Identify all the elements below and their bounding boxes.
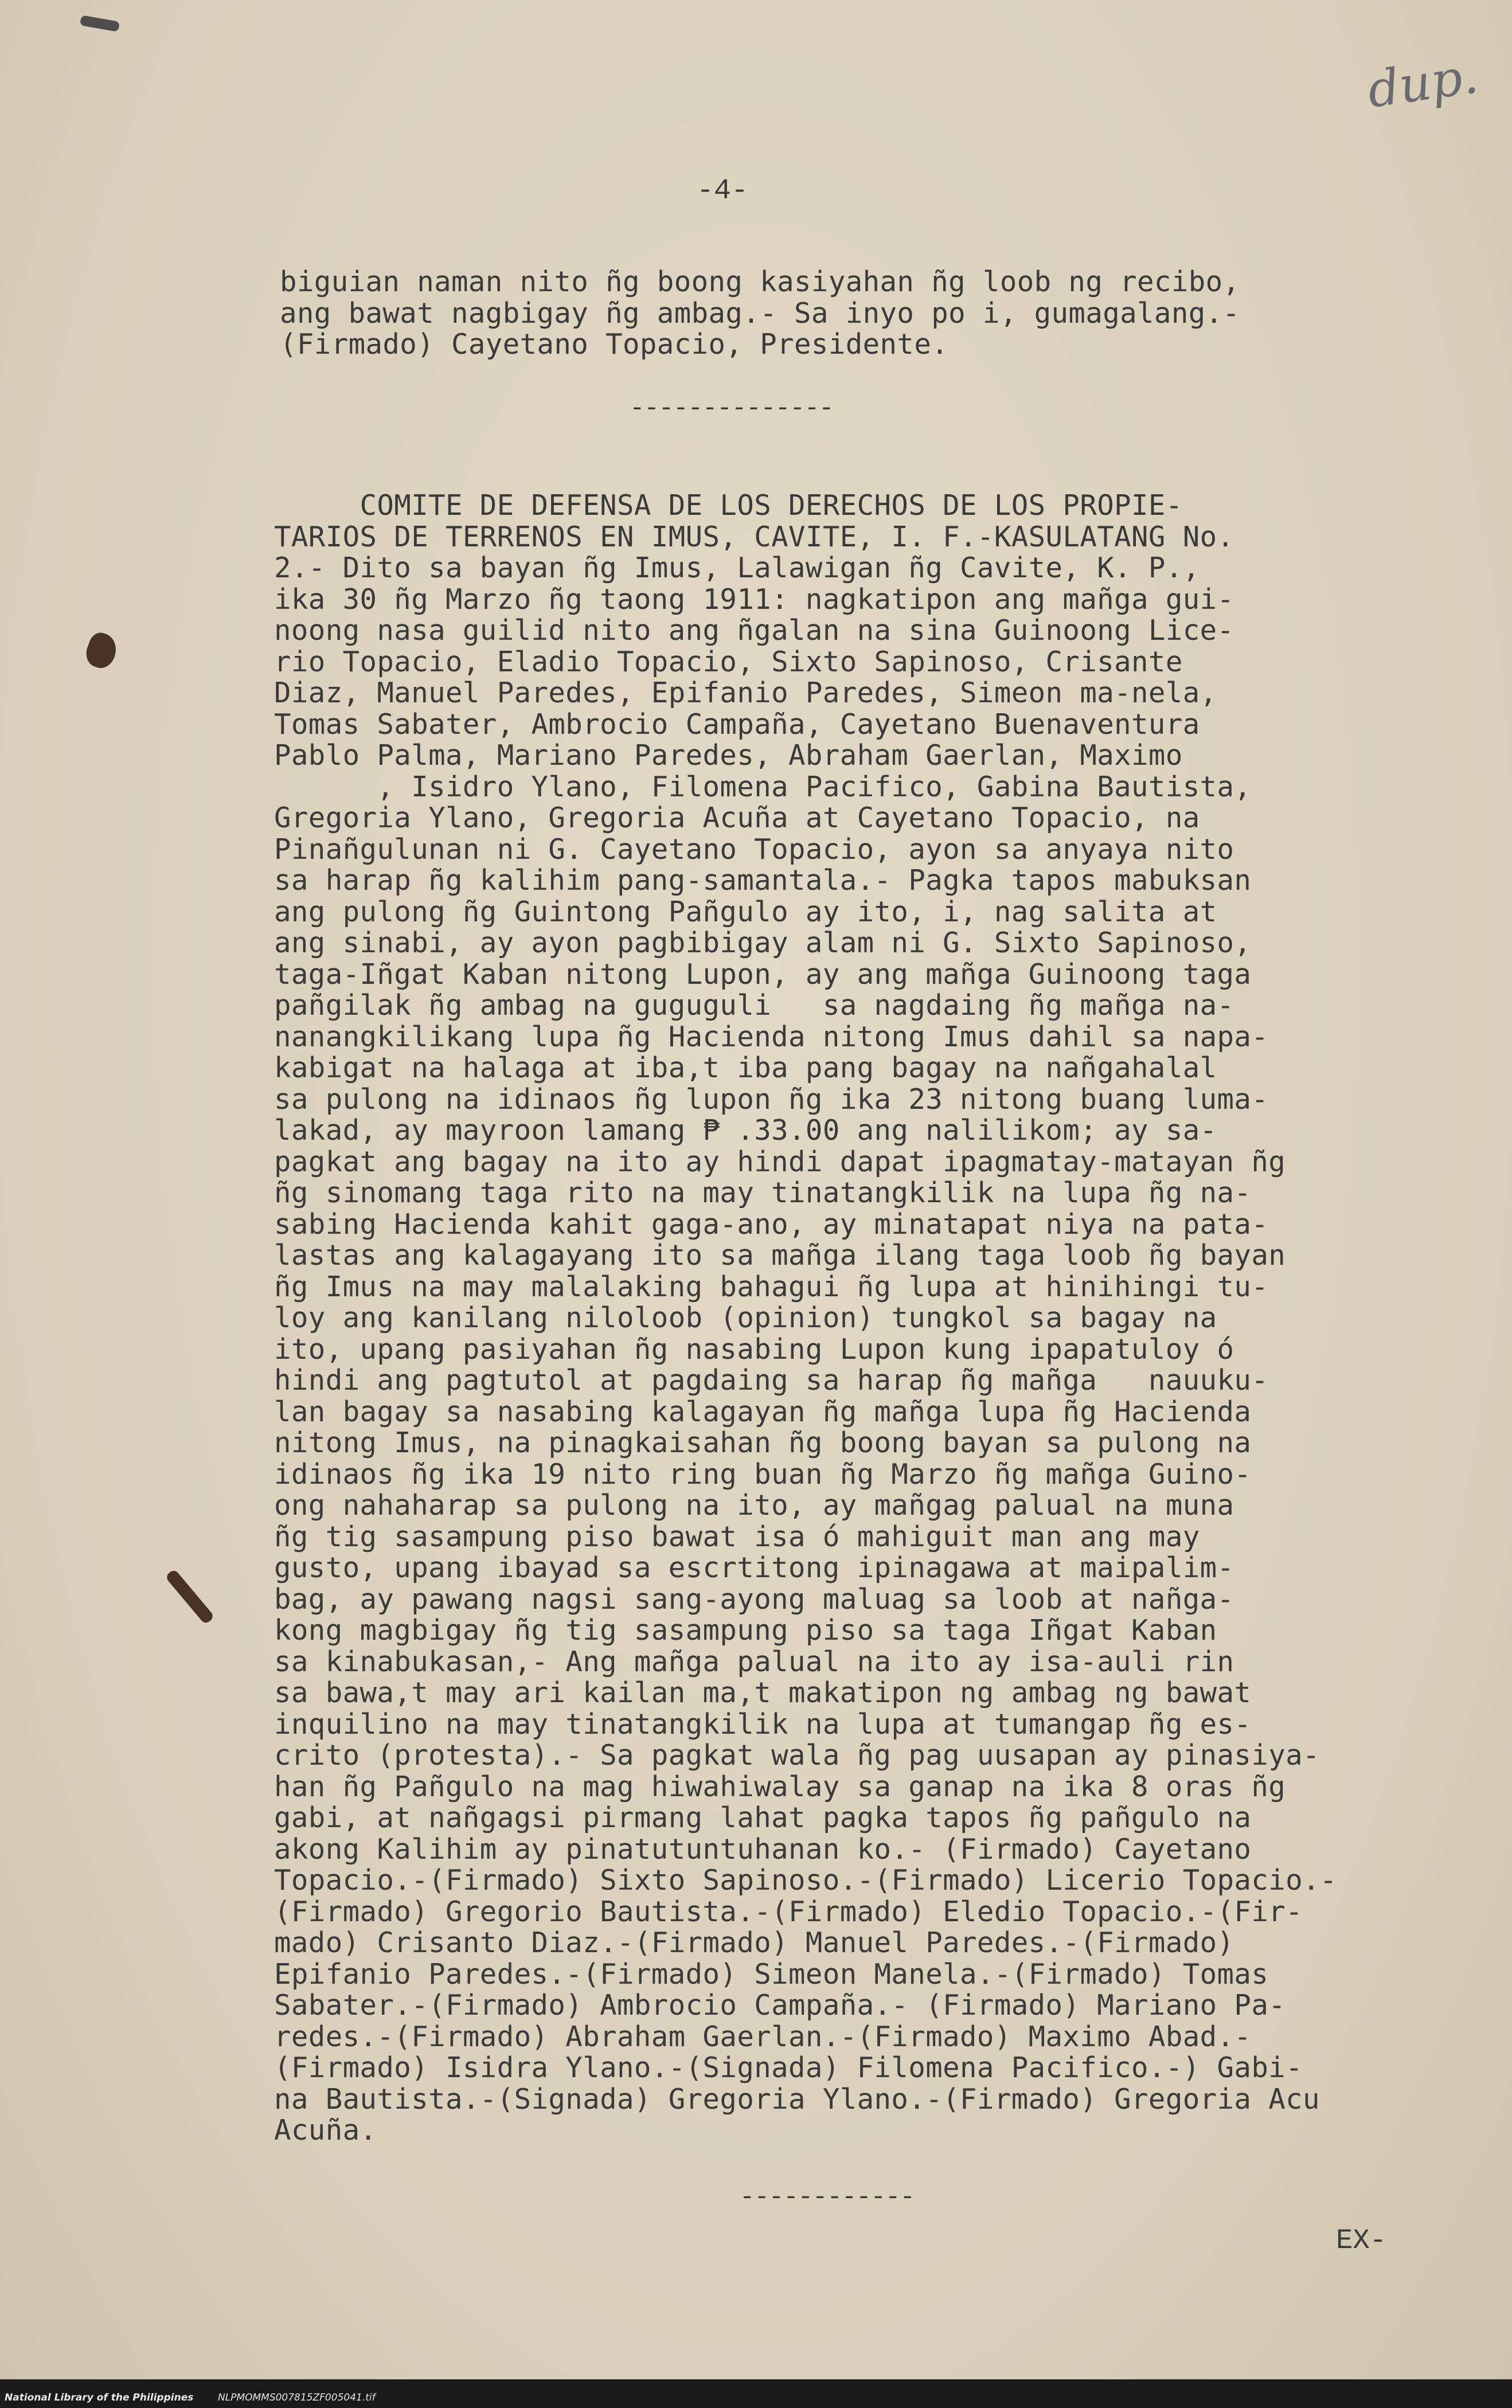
- handwritten-annotation: dup.: [1363, 47, 1482, 119]
- page-number: -4-: [697, 175, 749, 208]
- opening-paragraph: biguian naman nito ñg boong kasiyahan ñg loob ng recibo, ang bawat nagbigay ñg ambag.- Sa inyo po i, gumagalang.- (Firmado) Cayetano Topacio, Presidente.: [280, 265, 1240, 361]
- separator-line: --------------: [630, 394, 834, 423]
- stain-mark: [82, 630, 121, 671]
- stain-mark: [165, 1569, 215, 1625]
- footer-institution: National Library of the Philippines: [5, 2392, 194, 2403]
- separator-line: ------------: [740, 2183, 915, 2212]
- main-paragraph: COMITE DE DEFENSA DE LOS DERECHOS DE LOS PROPIE- TARIOS DE TERRENOS EN IMUS, CAVITE, I. F.-KASULATANG No. 2.- Dito sa bayan ñg Imus, Lalawigan ñg Cavite, K. P., ika 30 ñg Marzo ñg taong 1911: nagkatipon ang mañga gui- noong nasa guilid nito ang ñgalan na sina Guinoong Lice- rio Topacio, Eladio Topacio, Sixto Sapinoso, Crisante Diaz, Manuel Paredes, Epifanio Paredes, Simeon ma-nela, Tomas Sabater, Ambrocio Campaña, Cayetano Buenaventura Pablo Palma, Mariano Paredes, Abraham Gaerlan, Maximo , Isidro Ylano, Filomena Pacifico, Gabina Bautista, Gregoria Ylano, Gregoria Acuña at Cayetano Topacio, na Pinañgulunan ni G. Cayetano Topacio, ayon sa anyaya nito sa harap ñg kalihim pang-samantala.- Pagka tapos mabuksan ang pulong ñg Guintong Pañgulo ay ito, i, nag salita at ang sinabi, ay ayon pagbibigay alam ni G. Sixto Sapinoso, taga-Iñgat Kaban nitong Lupon, ay ang mañga Guinoong taga pañgilak ñg ambag na guguguli sa nagdaing ñg mañga na- nanangkilikang lupa ñg Hacienda nitong Imus dahil sa napa- kabigat na halaga at iba,t iba pang bagay na nañgahalal sa pulong na idinaos ñg lupon ñg ika 23 nitong buang luma- lakad, ay mayroon lamang ₱ .33.00 ang nalilikom; ay sa- pagkat ang bagay na ito ay hindi dapat ipagmatay-matayan ñg ñg sinomang taga rito na may tinatangkilik na lupa ñg na- sabing Hacienda kahit gaga-ano, ay minatapat niya na pata- lastas ang kalagayang ito sa mañga ilang taga loob ñg bayan ñg Imus na may malalaking bahagui ñg lupa at hinihingi tu- loy ang kanilang niloloob (opinion) tungkol sa bagay na ito, upang pasiyahan ñg nasabing Lupon kung ipapatuloy ó hindi ang pagtutol at pagdaing sa harap ñg mañga nauuku- lan bagay sa nasabing kalagayan ñg mañga lupa ñg Hacienda nitong Imus, na pinagkaisahan ñg boong bayan sa pulong na idinaos ñg ika 19 nito ring buan ñg Marzo ñg mañga Guino- ong nahaharap sa pulong na ito, ay mañgag palual na muna ñg tig sasampung piso bawat isa ó mahiguit man ang may gusto, upang ibayad sa escrtitong ipinagawa at maipalim- bag, ay pawang nagsi sang-ayong maluag sa loob at nañga- kong magbigay ñg tig sasampung piso sa taga Iñgat Kaban sa kinabukasan,- Ang mañga palual na ito ay isa-auli rin sa bawa,t may ari kailan ma,t makatipon ng ambag ng bawat inquilino na may tinatangkilik na lupa at tumangap ñg es- crito (protesta).- Sa pagkat wala ñg pag uusapan ay pinasiya- han ñg Pañgulo na mag hiwahiwalay sa ganap na ika 8 oras ñg gabi, at nañgagsi pirmang lahat pagka tapos ñg pañgulo na akong Kalihim ay pinatutuntuhanan ko.- (Firmado) Cayetano Topacio.-(Firmado) Sixto Sapinoso.-(Firmado) Licerio Topacio.- (Firmado) Gregorio Bautista.-(Firmado) Eledio Topacio.-(Fir- mado) Crisanto Diaz.-(Firmado) Manuel Paredes.-(Firmado) Epifanio Paredes.-(Firmado) Simeon Manela.-(Firmado) Tomas Sabater.-(Firmado) Ambrocio Campaña.- (Firmado) Mariano Pa- redes.-(Firmado) Abraham Gaerlan.-(Firmado) Maximo Abad.- (Firmado) Isidra Ylano.-(Signada) Filomena Pacifico.-) Gabi- na Bautista.-(Signada) Gregoria Ylano.-(Firmado) Gregoria Acu Acuña.: [274, 489, 1337, 2147]
- catchword: EX-: [1336, 2225, 1387, 2257]
- footer-file-id: NLPMOMMS007815ZF005041.tif: [218, 2392, 376, 2403]
- ink-blot: [80, 15, 120, 32]
